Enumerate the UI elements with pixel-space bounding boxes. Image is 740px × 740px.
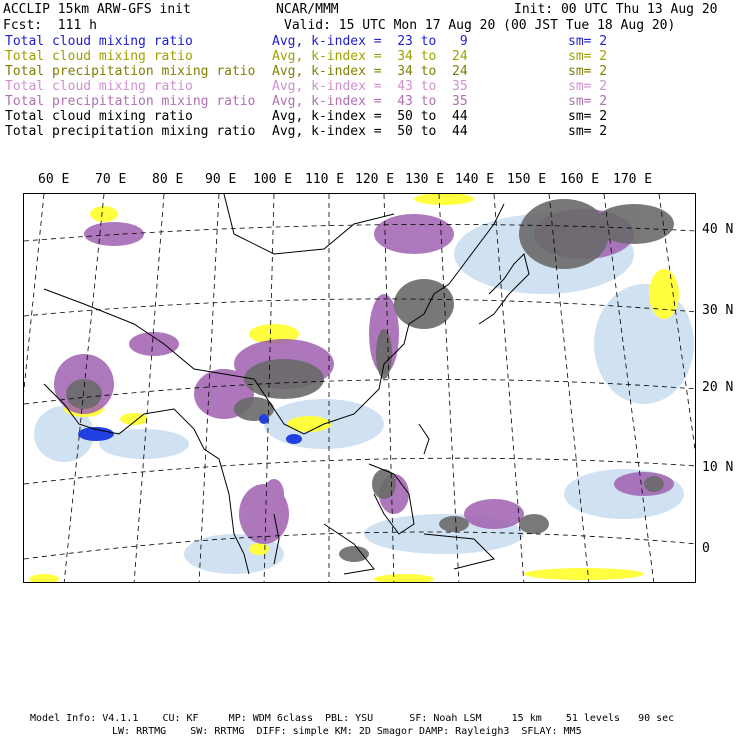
field-smoothing: sm= 2	[568, 94, 608, 109]
longitude-label: 80 E	[152, 172, 184, 187]
center-label: NCAR/MMM	[276, 2, 339, 17]
map-panel	[23, 193, 696, 583]
longitude-label: 170 E	[613, 172, 653, 187]
field-k-index: Avg, k-index = 34 to 24	[272, 49, 468, 64]
field-k-index: Avg, k-index = 43 to 35	[272, 94, 468, 109]
field-name: Total precipitation mixing ratio	[5, 124, 256, 139]
field-name: Total cloud mixing ratio	[5, 109, 193, 124]
longitude-label: 60 E	[38, 172, 70, 187]
field-smoothing: sm= 2	[568, 79, 608, 94]
longitude-label: 130 E	[405, 172, 445, 187]
longitude-label: 120 E	[355, 172, 395, 187]
field-name: Total cloud mixing ratio	[5, 79, 193, 94]
forecast-hour: Fcst: 111 h	[3, 18, 97, 33]
field-name: Total precipitation mixing ratio	[5, 94, 256, 109]
field-smoothing: sm= 2	[568, 64, 608, 79]
field-k-index: Avg, k-index = 43 to 35	[272, 79, 468, 94]
lightblue-cloud-shading	[34, 214, 694, 574]
latitude-label: 20 N	[702, 380, 734, 395]
init-time: Init: 00 UTC Thu 13 Aug 20	[514, 2, 718, 17]
footer-physics-info: LW: RRTMG SW: RRTMG DIFF: simple KM: 2D Smagor DAMP: Rayleigh3 SFLAY: MM5	[112, 726, 582, 737]
valid-time: Valid: 15 UTC Mon 17 Aug 20 (00 JST Tue 18 Aug 20)	[284, 18, 676, 33]
longitude-label: 160 E	[560, 172, 600, 187]
longitude-label: 110 E	[305, 172, 345, 187]
latitude-label: 30 N	[702, 303, 734, 318]
map-canvas	[24, 194, 696, 583]
field-k-index: Avg, k-index = 34 to 24	[272, 64, 468, 79]
field-smoothing: sm= 2	[568, 34, 608, 49]
latitude-label: 40 N	[702, 222, 734, 237]
longitude-label: 90 E	[205, 172, 237, 187]
field-k-index: Avg, k-index = 50 to 44	[272, 109, 468, 124]
field-name: Total cloud mixing ratio	[5, 34, 193, 49]
field-name: Total cloud mixing ratio	[5, 49, 193, 64]
footer-model-info: Model Info: V4.1.1 CU: KF MP: WDM 6class PBL: YSU SF: Noah LSM 15 km 51 levels 90 sec	[30, 713, 675, 724]
field-k-index: Avg, k-index = 23 to 9	[272, 34, 468, 49]
latitude-label: 10 N	[702, 460, 734, 475]
model-title: ACCLIP 15km ARW-GFS init	[3, 2, 191, 17]
field-smoothing: sm= 2	[568, 124, 608, 139]
longitude-label: 100 E	[253, 172, 293, 187]
field-name: Total precipitation mixing ratio	[5, 64, 256, 79]
longitude-label: 140 E	[455, 172, 495, 187]
longitude-label: 150 E	[507, 172, 547, 187]
longitude-label: 70 E	[95, 172, 127, 187]
field-k-index: Avg, k-index = 50 to 44	[272, 124, 468, 139]
field-smoothing: sm= 2	[568, 49, 608, 64]
field-smoothing: sm= 2	[568, 109, 608, 124]
latitude-label: 0	[702, 541, 710, 556]
